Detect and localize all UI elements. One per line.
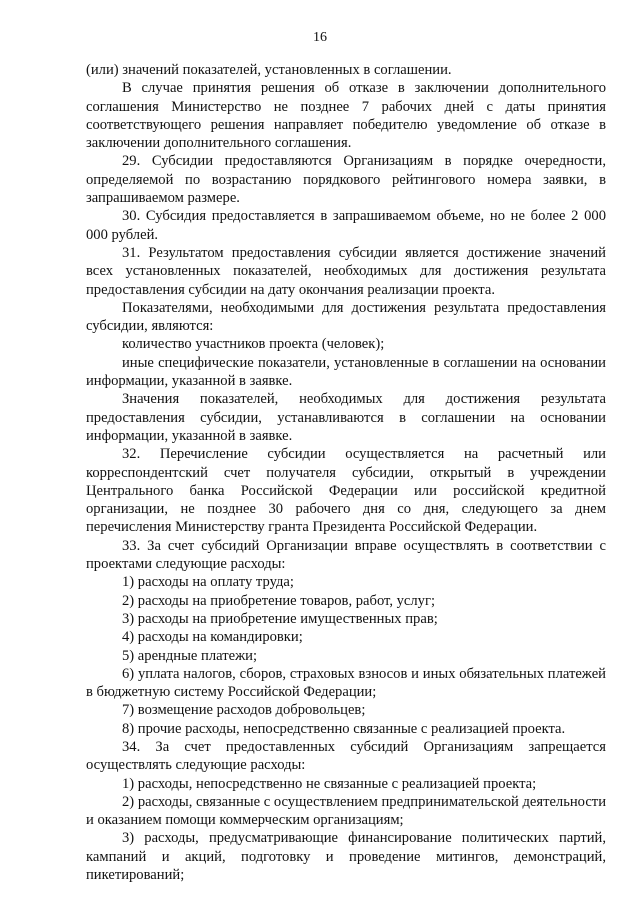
- list-item-33-7: 7) возмещение расходов добровольцев;: [122, 702, 366, 719]
- paragraph-indicators-intro: Показателями, необходимыми для достижения результата предоставления субсидии, являются:: [86, 299, 606, 335]
- list-item-33-5: 5) арендные платежи;: [122, 647, 258, 664]
- paragraph-indicator-participants: количество участников проекта (человек);: [122, 336, 385, 353]
- list-item-33-1: 1) расходы на оплату труда;: [122, 574, 294, 591]
- list-item-34-3: 3) расходы, предусматривающие финансирование политических партий, кампаний и акций, подготовку и проведение митингов, демонстраций, пикетирований;: [86, 830, 606, 884]
- list-item-33-3: 3) расходы на приобретение имущественных прав;: [122, 610, 438, 627]
- list-item-33-6: 6) уплата налогов, сборов, страховых взносов и иных обязательных платежей в бюджетную систему Российской Федерации;: [86, 665, 606, 701]
- paragraph-29: 29. Субсидии предоставляются Организациям в порядке очередности, определяемой по возрастанию порядкового рейтингового номера заявки, в запрашиваемом размере.: [86, 153, 606, 207]
- paragraph-31: 31. Результатом предоставления субсидии является достижение значений всех установленных показателей, необходимых для достижения результата предоставления субсидии на дату окончания реализации проекта.: [86, 244, 606, 298]
- list-item-33-2: 2) расходы на приобретение товаров, работ, услуг;: [122, 592, 436, 609]
- list-item-34-1: 1) расходы, непосредственно не связанные с реализацией проекта;: [122, 775, 537, 792]
- document-body: [86, 61, 606, 884]
- paragraph-30: 30. Субсидия предоставляется в запрашиваемом объеме, но не более 2 000 000 рублей.: [86, 208, 606, 243]
- paragraph-indicator-values: Значения показателей, необходимых для достижения результата предоставления субсидии, устанавливаются в соглашении на основании информации, указанной в заявке.: [86, 391, 606, 444]
- page-number: 16: [313, 30, 327, 45]
- list-item-34-2: 2) расходы, связанные с осуществлением предпринимательской деятельности и оказанием помощи коммерческим организациям;: [86, 793, 606, 829]
- paragraph-indicator-specific: иные специфические показатели, установленные в соглашении на основании информации, указанной в заявке.: [86, 354, 606, 390]
- paragraph-34: 34. За счет предоставленных субсидий Организациям запрещается осуществлять следующие расходы:: [86, 738, 606, 774]
- paragraph-refusal-notice: В случае принятия решения об отказе в заключении дополнительного соглашения Министерство не позднее 7 рабочих дней с даты принятия соответствующего решения направляет победителю уведомление об отказе в заключении дополнительного соглашения.: [86, 80, 606, 152]
- paragraph-32: 32. Перечисление субсидии осуществляется на расчетный или корреспондентский счет получателя субсидии, открытый в учреждении Центрального банка Российской Федерации или российской кредитной организации, не позднее 30 рабочего дня со дня, следующего за днем перечисления Министерству гранта Президента Российской Федерации.: [86, 446, 606, 536]
- paragraph-continuation: (или) значений показателей, установленных в соглашении.: [86, 62, 452, 78]
- list-item-33-8: 8) прочие расходы, непосредственно связанные с реализацией проекта.: [122, 720, 566, 737]
- list-item-33-4: 4) расходы на командировки;: [122, 629, 303, 646]
- paragraph-33: 33. За счет субсидий Организации вправе осуществлять в соответствии с проектами следующие расходы:: [86, 537, 606, 573]
